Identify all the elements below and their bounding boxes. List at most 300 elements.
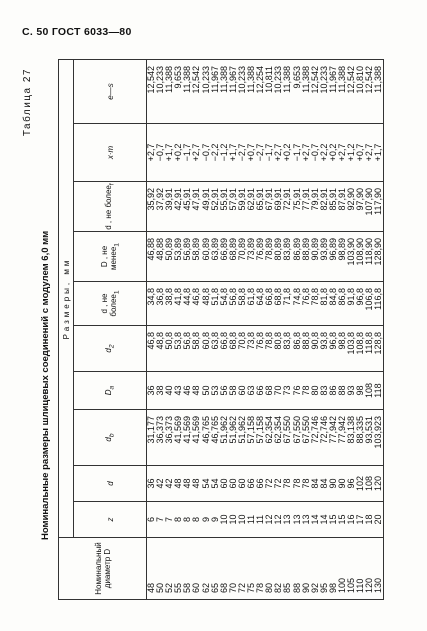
cell-e-24: 12,542: [364, 65, 375, 94]
cell-db-19: 72,746: [318, 416, 329, 444]
cell-z-7: 9: [209, 517, 220, 523]
cell-Da-3: 43: [173, 385, 184, 396]
cell-d1-5: 46,8: [191, 288, 202, 306]
cell-d2-17: 88,8: [300, 332, 311, 350]
cell-e-8: 11,388: [218, 65, 229, 93]
cell-d1-22: 91,8: [346, 288, 357, 306]
cell-D-22: 105: [346, 577, 357, 593]
cell-e-21: 11,388: [336, 65, 347, 93]
col-xm: [147, 124, 384, 182]
cell-xm-21: +2,7: [336, 143, 347, 162]
cell-df-15: 72,91: [282, 188, 293, 211]
cell-db-11: 57,158: [246, 416, 257, 444]
cell-D-14: 82: [273, 582, 284, 593]
cell-d-21: 90: [336, 478, 347, 489]
cell-z-18: 14: [309, 514, 320, 525]
cell-d1-18: 78,8: [309, 288, 320, 306]
cell-z-2: 7: [164, 517, 175, 523]
cell-db-18: 72,746: [309, 416, 320, 444]
cell-Da-5: 48: [191, 385, 202, 396]
cell-D-7: 65: [209, 582, 220, 593]
cell-d1-10: 58,8: [236, 288, 247, 306]
cell-xm-14: +2,7: [273, 143, 284, 162]
cell-db-21: 77,942: [336, 416, 347, 444]
header-D1: D , не менее$_1$: [74, 232, 147, 282]
cell-D-20: 98: [327, 582, 338, 593]
cell-z-10: 10: [236, 514, 247, 525]
cell-d-13: 72: [264, 478, 275, 489]
cell-z-16: 13: [291, 514, 302, 525]
cell-d-24: 108: [364, 475, 375, 492]
cell-xm-9: +1,7: [227, 143, 238, 162]
cell-z-14: 12: [273, 514, 284, 525]
cell-d1-13: 66,8: [264, 288, 275, 306]
col-e: [147, 59, 384, 123]
cell-D1-1: 48,88: [155, 238, 166, 261]
cell-e-13: 10,811: [264, 65, 275, 93]
cell-xm-22: +1,2: [346, 143, 357, 162]
cell-e-3: 9,653: [173, 65, 184, 89]
cell-df-14: 69,91: [273, 188, 284, 211]
cell-d1-7: 51,8: [209, 288, 220, 306]
col-df: [147, 182, 384, 232]
cell-z-0: 6: [146, 517, 156, 523]
header-nominal-diameter: Номинальный диаметр D: [59, 538, 147, 600]
cell-d-0: 36: [146, 478, 156, 489]
cell-d2-21: 98,8: [336, 332, 347, 350]
cell-D-5: 60: [191, 582, 202, 593]
col-D: [147, 538, 384, 600]
cell-df-8: 55,91: [218, 188, 229, 211]
cell-d-14: 72: [273, 478, 284, 489]
cell-z-19: 14: [318, 514, 329, 525]
cell-Da-2: 40: [164, 385, 175, 396]
cell-df-25: 117,90: [373, 188, 384, 215]
cell-d2-19: 93,8: [318, 332, 329, 350]
cell-df-4: 45,91: [182, 188, 193, 211]
cell-z-6: 9: [200, 517, 211, 523]
cell-xm-8: −1,2: [218, 143, 229, 162]
cell-D-16: 88: [291, 582, 302, 593]
cell-d-18: 84: [309, 478, 320, 489]
cell-Da-8: 56: [218, 385, 229, 396]
header-da: $D_a$: [74, 372, 147, 410]
cell-e-6: 10,233: [200, 65, 211, 94]
cell-D-23: 110: [355, 578, 366, 593]
cell-Da-15: 73: [282, 385, 293, 396]
cell-xm-18: −0,7: [309, 143, 320, 162]
cell-Da-16: 76: [291, 385, 302, 396]
cell-xm-10: −2,7: [236, 143, 247, 162]
cell-e-7: 11,967: [209, 65, 220, 93]
header-d: d: [74, 466, 147, 502]
cell-D1-25: 128,90: [373, 238, 384, 266]
cell-xm-1: −0,7: [155, 143, 166, 162]
cell-D1-5: 58,89: [191, 238, 202, 261]
cell-e-19: 10,233: [318, 65, 329, 94]
header-sizes: Размеры, мм: [59, 59, 74, 537]
cell-df-17: 77,91: [300, 188, 311, 211]
cell-D-12: 78: [255, 582, 266, 593]
cell-d1-12: 64,8: [255, 288, 266, 306]
cell-d2-3: 53,8: [173, 332, 184, 350]
cell-d2-9: 68,8: [227, 332, 238, 350]
cell-d2-15: 83,8: [282, 332, 293, 350]
header-df: d , не более$_f$: [74, 182, 147, 232]
rotated-table-block: [22, 60, 414, 600]
cell-D-15: 85: [282, 582, 293, 593]
cell-d1-24: 106,8: [364, 288, 375, 311]
cell-d1-3: 41,8: [173, 288, 184, 306]
cell-D1-19: 93,89: [318, 238, 329, 261]
cell-xm-4: −1,7: [182, 143, 193, 162]
cell-D1-13: 78,89: [264, 238, 275, 261]
cell-db-13: 62,354: [264, 416, 275, 444]
cell-D1-6: 60,89: [200, 238, 211, 261]
cell-z-11: 11: [246, 514, 257, 525]
cell-df-24: 107,90: [364, 188, 375, 216]
cell-d-3: 48: [173, 478, 184, 489]
cell-Da-25: 118: [373, 383, 384, 398]
cell-z-5: 8: [191, 517, 202, 523]
cell-D1-22: 103,90: [346, 238, 357, 266]
dimensions-table: [58, 59, 384, 600]
cell-d-8: 60: [218, 478, 229, 489]
cell-D1-21: 98,89: [336, 238, 347, 261]
cell-db-10: 51,962: [236, 416, 247, 444]
cell-d2-7: 63,8: [209, 332, 220, 350]
cell-Da-21: 88: [336, 385, 347, 396]
cell-D1-17: 88,89: [300, 238, 311, 261]
cell-df-23: 97,90: [355, 188, 366, 211]
cell-d2-25: 128,8: [373, 332, 384, 355]
cell-D-9: 70: [227, 582, 238, 593]
cell-d1-20: 84,8: [327, 288, 338, 306]
cell-d-6: 54: [200, 478, 211, 489]
cell-xm-20: +0,2: [327, 143, 338, 162]
cell-d1-1: 36,8: [155, 288, 166, 306]
cell-e-2: 11,388: [164, 65, 175, 93]
cell-Da-11: 63: [246, 385, 257, 396]
cell-D1-3: 53,89: [173, 238, 184, 261]
cell-D-4: 58: [182, 582, 193, 593]
cell-d2-10: 70,8: [236, 332, 247, 350]
cell-xm-25: +1,7: [373, 143, 384, 162]
cell-D-3: 55: [173, 582, 184, 593]
cell-d2-22: 103,8: [346, 332, 357, 355]
cell-D-17: 90: [300, 582, 311, 593]
cell-d-2: 42: [164, 478, 175, 489]
cell-z-22: 16: [346, 514, 357, 525]
cell-Da-17: 78: [300, 385, 311, 396]
cell-D-18: 92: [309, 582, 320, 593]
cell-e-9: 11,967: [227, 65, 238, 93]
cell-Da-4: 46: [182, 385, 193, 396]
cell-d2-5: 58,8: [191, 332, 202, 350]
header-db: $d_b$: [74, 410, 147, 466]
cell-d1-11: 61,8: [246, 288, 257, 306]
cell-d2-2: 50,8: [164, 332, 175, 350]
cell-db-15: 67,550: [282, 416, 293, 444]
cell-d2-16: 86,8: [291, 332, 302, 350]
cell-db-8: 51,962: [218, 416, 229, 444]
cell-D1-18: 90,89: [309, 238, 320, 261]
cell-db-6: 46,765: [200, 416, 211, 444]
cell-d1-8: 54,8: [218, 288, 229, 306]
cell-D-11: 75: [246, 582, 257, 593]
cell-z-23: 17: [355, 514, 366, 525]
cell-d1-19: 81,8: [318, 288, 329, 306]
cell-D1-23: 108,90: [355, 238, 366, 266]
cell-e-5: 12,542: [191, 65, 202, 94]
cell-D1-16: 86,89: [291, 238, 302, 261]
cell-Da-10: 60: [236, 385, 247, 396]
cell-d-10: 60: [236, 478, 247, 489]
cell-df-1: 37,92: [155, 188, 166, 211]
cell-D-10: 72: [236, 582, 247, 593]
cell-d2-14: 80,8: [273, 332, 284, 350]
page-header: С. 50 ГОСТ 6033—80: [22, 26, 132, 38]
cell-db-7: 46,765: [209, 416, 220, 444]
cell-D-25: 130: [373, 577, 384, 593]
cell-D-8: 68: [218, 582, 229, 593]
cell-xm-0: +2,7: [146, 143, 156, 162]
cell-d2-12: 76,8: [255, 332, 266, 350]
cell-df-18: 79,91: [309, 188, 320, 211]
cell-e-10: 10,233: [236, 65, 247, 94]
cell-d-23: 102: [355, 475, 366, 492]
cell-d2-13: 78,8: [264, 332, 275, 350]
cell-db-14: 62,354: [273, 416, 284, 444]
cell-Da-9: 58: [227, 385, 238, 396]
cell-D-1: 50: [155, 582, 166, 593]
cell-d2-8: 66,8: [218, 332, 229, 350]
cell-db-0: 31,177: [146, 416, 156, 444]
cell-d1-21: 86,8: [336, 288, 347, 306]
cell-d-11: 66: [246, 478, 257, 489]
col-d2: [147, 326, 384, 372]
cell-z-12: 11: [255, 514, 266, 525]
cell-d-15: 78: [282, 478, 293, 489]
cell-xm-23: +0,7: [355, 143, 366, 162]
cell-d-5: 48: [191, 478, 202, 489]
cell-e-4: 11,388: [182, 65, 193, 93]
header-xm: x·m: [74, 124, 147, 182]
cell-D-6: 62: [200, 582, 211, 593]
cell-xm-5: +2,7: [191, 143, 202, 162]
cell-df-22: 92,90: [346, 188, 357, 211]
cell-z-1: 7: [155, 517, 166, 523]
cell-d-12: 66: [255, 478, 266, 489]
cell-Da-1: 38: [155, 385, 166, 396]
cell-Da-14: 70: [273, 385, 284, 396]
cell-d1-0: 34,8: [146, 288, 156, 306]
col-d1: [147, 282, 384, 326]
cell-xm-15: +0,2: [282, 143, 293, 162]
cell-db-22: 83,138: [346, 416, 357, 444]
cell-db-5: 41,569: [191, 416, 202, 444]
cell-df-5: 47,91: [191, 188, 202, 211]
cell-D-13: 80: [264, 582, 275, 593]
cell-D-0: 48: [146, 582, 156, 593]
cell-xm-13: −1,7: [264, 143, 275, 162]
cell-z-4: 8: [182, 517, 193, 523]
cell-d1-15: 71,8: [282, 288, 293, 306]
cell-db-16: 67,550: [291, 416, 302, 444]
cell-xm-3: +0,2: [173, 143, 184, 162]
cell-xm-6: −0,7: [200, 143, 211, 162]
cell-df-7: 52,91: [209, 188, 220, 211]
cell-D1-11: 73,89: [246, 238, 257, 261]
cell-xm-19: +2,2: [318, 143, 329, 162]
cell-D1-9: 68,89: [227, 238, 238, 261]
cell-D1-10: 70,89: [236, 238, 247, 261]
cell-d1-16: 74,8: [291, 288, 302, 306]
cell-Da-0: 36: [146, 385, 156, 396]
cell-D-21: 100: [336, 577, 347, 593]
cell-d1-17: 76,8: [300, 288, 311, 306]
cell-Da-19: 83: [318, 385, 329, 396]
cell-d2-23: 108,8: [355, 332, 366, 355]
cell-df-0: 35,92: [146, 188, 156, 211]
cell-e-20: 11,967: [327, 65, 338, 93]
col-db: [147, 410, 384, 466]
cell-d1-14: 68,8: [273, 288, 284, 306]
col-d: [147, 466, 384, 502]
cell-df-21: 87,91: [336, 188, 347, 211]
cell-z-3: 8: [173, 517, 184, 523]
cell-Da-24: 108: [364, 382, 375, 399]
table-label: Таблица 27: [22, 68, 33, 137]
cell-df-16: 75,91: [291, 188, 302, 211]
cell-d2-6: 60,8: [200, 332, 211, 350]
cell-df-9: 57,91: [227, 188, 238, 211]
col-D1: [147, 232, 384, 282]
cell-df-20: 85,91: [327, 188, 338, 211]
cell-d1-6: 48,8: [200, 288, 211, 306]
cell-db-25: 103,923: [373, 416, 384, 449]
cell-d2-4: 56,8: [182, 332, 193, 350]
cell-d-1: 42: [155, 478, 166, 489]
cell-z-15: 13: [282, 514, 293, 525]
cell-d1-9: 56,8: [227, 288, 238, 306]
cell-xm-11: +0,7: [246, 143, 257, 162]
cell-xm-2: +1,7: [164, 143, 175, 162]
cell-D1-24: 118,90: [364, 238, 375, 265]
cell-d1-25: 116,8: [373, 288, 384, 310]
cell-d2-11: 73,8: [246, 332, 257, 350]
cell-xm-16: −1,7: [291, 143, 302, 162]
cell-df-19: 82,91: [318, 188, 329, 211]
cell-d2-1: 48,8: [155, 332, 166, 350]
cell-xm-17: +2,7: [300, 143, 311, 162]
header-d1: d , не более$_1$: [74, 282, 147, 326]
header-d2: $d_2$: [74, 326, 147, 372]
cell-D-24: 120: [364, 577, 375, 593]
cell-d-7: 54: [209, 478, 220, 489]
cell-df-12: 65,91: [255, 188, 266, 211]
cell-z-25: 20: [373, 514, 384, 525]
cell-e-15: 11,388: [282, 65, 293, 93]
cell-D1-15: 83,89: [282, 238, 293, 261]
cell-d1-2: 38,8: [164, 288, 175, 306]
cell-df-2: 39,91: [164, 188, 175, 211]
cell-Da-13: 68: [264, 385, 275, 396]
cell-db-17: 67,550: [300, 416, 311, 444]
cell-d2-0: 46,8: [146, 332, 156, 350]
cell-e-17: 11,388: [300, 65, 311, 93]
cell-e-1: 10,233: [155, 65, 166, 94]
cell-db-3: 41,569: [173, 416, 184, 444]
cell-D1-7: 63,89: [209, 238, 220, 261]
cell-D-19: 95: [318, 582, 329, 593]
cell-D1-8: 66,89: [218, 238, 229, 261]
cell-z-24: 18: [364, 514, 375, 525]
cell-z-20: 15: [327, 514, 338, 525]
header-z: z: [74, 502, 147, 538]
cell-D1-12: 76,89: [255, 238, 266, 261]
cell-d-20: 90: [327, 478, 338, 489]
cell-df-13: 67,91: [264, 188, 275, 211]
cell-db-1: 36,373: [155, 416, 166, 444]
cell-d-17: 78: [300, 478, 311, 489]
cell-d-4: 48: [182, 478, 193, 489]
table-title: Номинальные размеры шлицевых соединений с модулем 6,0 мм: [40, 230, 51, 540]
cell-Da-23: 98: [355, 385, 366, 396]
cell-xm-12: −2,7: [255, 143, 266, 162]
col-z: [147, 502, 384, 538]
cell-d2-18: 90,8: [309, 332, 320, 350]
cell-d-19: 84: [318, 478, 329, 489]
cell-D1-2: 50,89: [164, 238, 175, 261]
cell-D1-20: 96,89: [327, 238, 338, 261]
cell-df-10: 59,91: [236, 188, 247, 211]
cell-df-3: 42,91: [173, 188, 184, 211]
cell-d1-4: 44,8: [182, 288, 193, 306]
cell-z-9: 10: [227, 514, 238, 525]
cell-df-11: 62,91: [246, 188, 257, 211]
cell-Da-12: 66: [255, 385, 266, 396]
cell-d-9: 60: [227, 478, 238, 489]
cell-db-9: 51,962: [227, 416, 238, 444]
cell-e-16: 9,653: [291, 65, 302, 89]
cell-D1-0: 46,88: [146, 238, 156, 261]
cell-z-21: 15: [336, 514, 347, 525]
cell-e-25: 11,388: [373, 65, 384, 93]
col-da: [147, 372, 384, 410]
header-e: e—s: [74, 59, 147, 123]
cell-d-16: 78: [291, 478, 302, 489]
cell-e-14: 10,233: [273, 65, 284, 94]
cell-db-23: 88,335: [355, 416, 366, 444]
cell-d-22: 96: [346, 478, 357, 489]
cell-z-17: 13: [300, 514, 311, 525]
cell-D-2: 52: [164, 582, 175, 593]
cell-xm-7: −2,2: [209, 143, 220, 162]
cell-d2-20: 96,8: [327, 332, 338, 350]
cell-Da-22: 93: [346, 385, 357, 396]
cell-Da-20: 86: [327, 385, 338, 396]
cell-e-11: 11,388: [246, 65, 257, 93]
cell-xm-24: +2,7: [364, 143, 375, 162]
cell-Da-7: 53: [209, 385, 220, 396]
cell-e-12: 12,254: [255, 65, 266, 94]
cell-db-20: 77,942: [327, 416, 338, 444]
cell-e-23: 10,810: [355, 65, 366, 94]
cell-db-12: 57,158: [255, 416, 266, 444]
cell-e-22: 12,542: [346, 65, 357, 94]
cell-D1-14: 80,89: [273, 238, 284, 261]
